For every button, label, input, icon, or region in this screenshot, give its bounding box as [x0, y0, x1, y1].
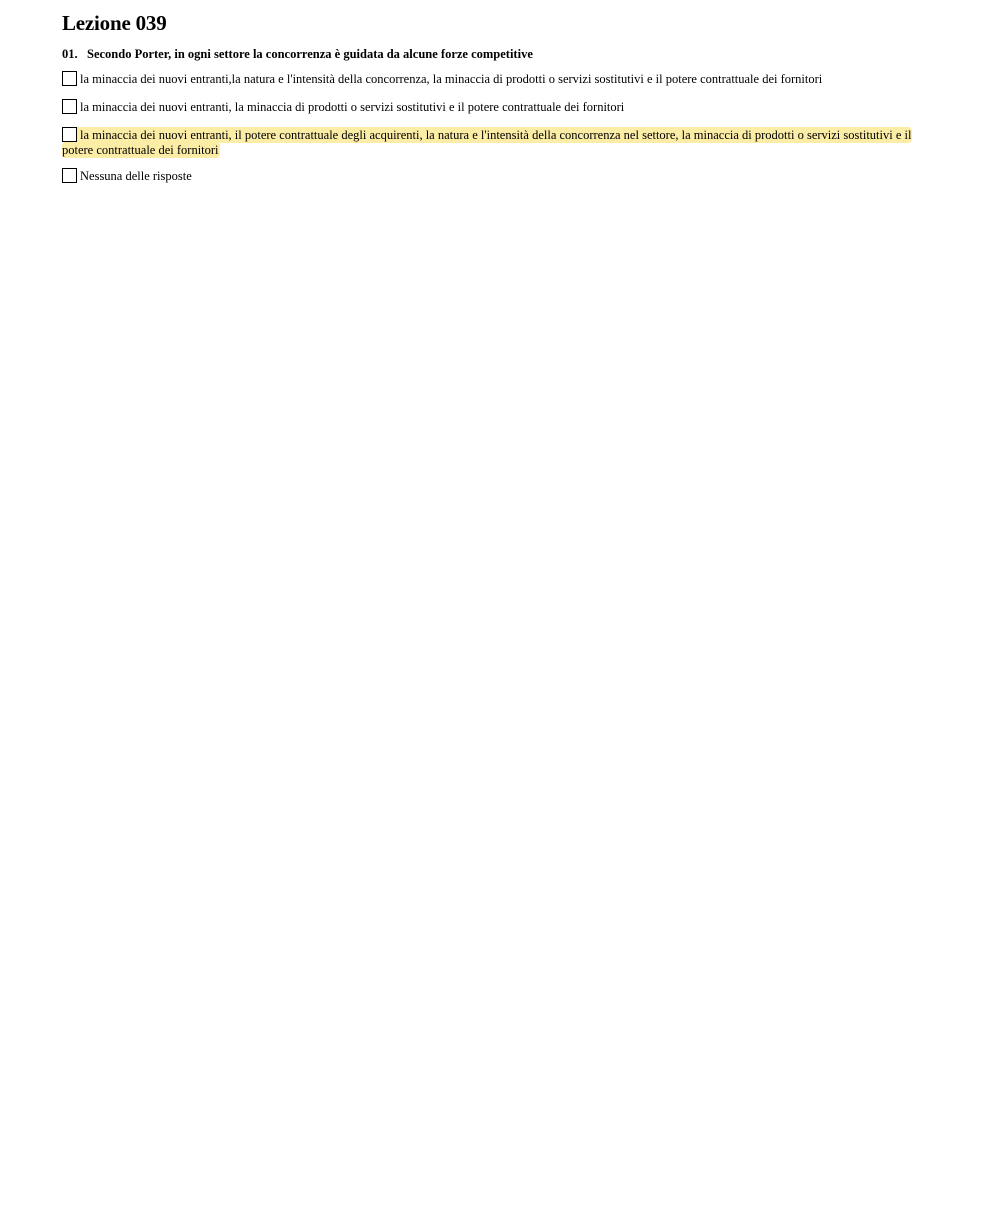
- answer-option-1: [62, 71, 922, 87]
- answer-option-3: [62, 127, 922, 158]
- question-number: 01.: [62, 47, 78, 61]
- answer-text: la minaccia dei nuovi entranti, la minaccia di prodotti o servizi sostitutivi e il potere contrattuale dei fornitori: [80, 100, 625, 114]
- answer-text: la minaccia dei nuovi entranti, il potere contrattuale degli acquirenti, la natura e l'intensità della concorrenza nel settore, la minaccia di prodotti o servizi sostitutivi e il potere contrattuale dei fornitori: [62, 128, 912, 157]
- answer-checkbox[interactable]: [62, 99, 77, 114]
- answer-option-4: [62, 168, 922, 184]
- answer-highlight: [62, 127, 912, 158]
- answer-checkbox[interactable]: [62, 71, 77, 86]
- answer-checkbox[interactable]: [62, 127, 77, 142]
- answer-list: [62, 71, 922, 184]
- answer-checkbox[interactable]: [62, 168, 77, 183]
- answer-text: Nessuna delle risposte: [80, 169, 192, 183]
- lesson-title: Lezione 039: [62, 11, 167, 35]
- answer-text: la minaccia dei nuovi entranti,la natura e l'intensità della concorrenza, la minaccia di prodotti o servizi sostitutivi e il potere contrattuale dei fornitori: [80, 72, 823, 86]
- answer-option-2: [62, 99, 922, 115]
- question-text: Secondo Porter, in ogni settore la concorrenza è guidata da alcune forze competitive: [87, 47, 533, 61]
- question: [62, 46, 922, 62]
- document-page: [62, 0, 922, 196]
